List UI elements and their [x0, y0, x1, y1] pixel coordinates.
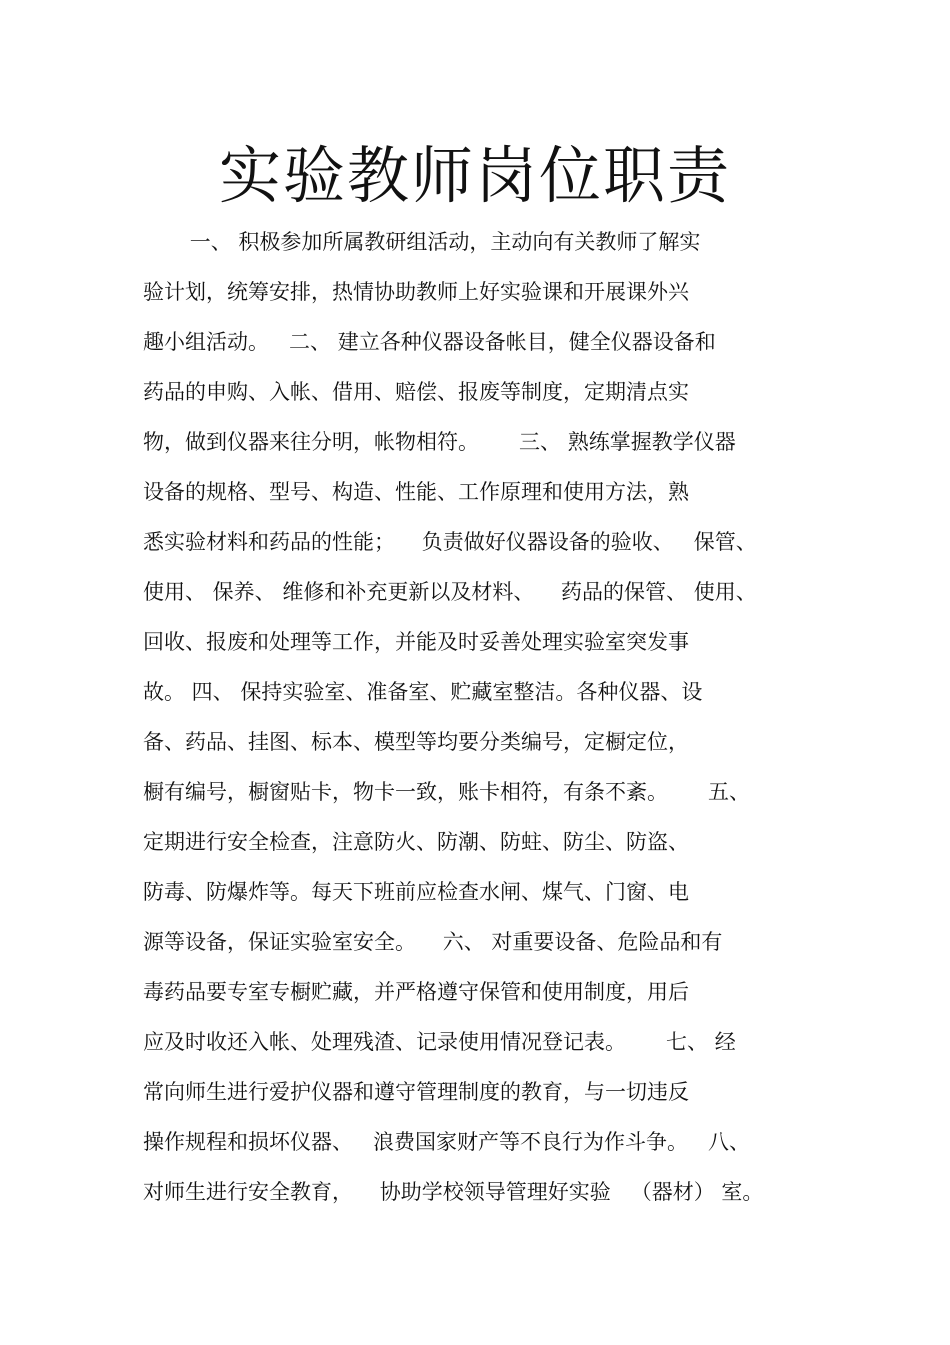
body-line-7: 悉实验材料和药品的性能； 负责做好仪器设备的验收、 保管、: [143, 530, 757, 554]
body-line-9: 回收、报废和处理等工作，并能及时妥善处理实验室突发事: [143, 630, 689, 654]
body-line-10: 故。 四、 保持实验室、准备室、贮藏室整洁。各种仪器、设: [143, 680, 703, 704]
body-line-1: 一、 积极参加所属教研组活动，主动向有关教师了解实: [143, 230, 701, 254]
body-line-3: 趣小组活动。 二、 建立各种仪器设备帐目，健全仪器设备和: [143, 330, 716, 354]
body-line-16: 毒药品要专室专橱贮藏，并严格遵守保管和使用制度，用后: [143, 980, 689, 1004]
body-line-11: 备、药品、挂图、标本、模型等均要分类编号，定橱定位，: [143, 730, 689, 754]
body-line-18: 常向师生进行爱护仪器和遵守管理制度的教育，与一切违反: [143, 1080, 689, 1104]
document-title: 实验教师岗位职责: [218, 139, 731, 212]
body-line-20: 对师生进行安全教育， 协助学校领导管理好实验 （器材） 室。: [143, 1180, 764, 1204]
body-line-15: 源等设备，保证实验室安全。 六、 对重要设备、危险品和有: [143, 930, 723, 954]
body-line-12: 橱有编号，橱窗贴卡，物卡一致，账卡相符，有条不紊。 五、: [143, 780, 751, 804]
body-line-19: 操作规程和损坏仪器、 浪费国家财产等不良行为作斗争。 八、: [143, 1130, 751, 1154]
body-line-6: 设备的规格、型号、构造、性能、工作原理和使用方法，熟: [143, 480, 689, 504]
body-line-5: 物，做到仪器来往分明，帐物相符。 三、 熟练掌握教学仪器: [143, 430, 736, 454]
body-line-2: 验计划，统筹安排，热情协助教师上好实验课和开展课外兴: [143, 280, 689, 304]
body-line-14: 防毒、防爆炸等。每天下班前应检查水闸、煤气、门窗、电: [143, 880, 689, 904]
body-line-17: 应及时收还入帐、处理残渣、记录使用情况登记表。 七、 经: [143, 1030, 736, 1054]
body-line-4: 药品的申购、入帐、借用、赔偿、报废等制度，定期清点实: [143, 380, 689, 404]
body-line-8: 使用、 保养、 维修和补充更新以及材料、 药品的保管、 使用、: [143, 580, 757, 604]
document-body: [143, 217, 823, 1217]
body-line-13: 定期进行安全检查，注意防火、防潮、防蛀、防尘、防盗、: [143, 830, 689, 854]
